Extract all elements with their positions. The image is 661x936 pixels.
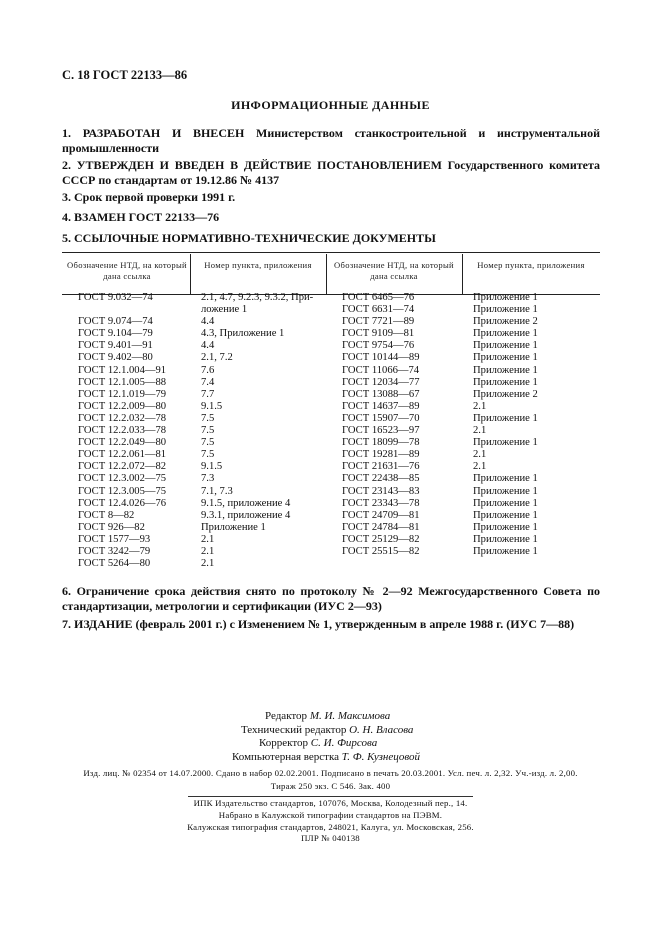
section-number: 3.	[62, 190, 71, 204]
section-text: (февраль 2001 г.) с Изменением № 1, утвержденным в апреле 1988 г. (ИУС 7—88)	[132, 617, 575, 631]
table-cell: ГОСТ 11066—74	[342, 364, 420, 376]
table-cell: ГОСТ 926—82	[78, 521, 145, 533]
credit-editor	[265, 710, 390, 724]
table-cell: ГОСТ 8—82	[78, 509, 135, 521]
table-cell: Приложение 1	[473, 412, 538, 424]
section-3	[62, 190, 600, 205]
table-cell: ГОСТ 7721—89	[342, 316, 415, 328]
section-number: 1.	[62, 126, 71, 140]
table-cell: 4.4	[201, 340, 215, 352]
credit-name: Т. Ф. Кузнецовой	[341, 750, 421, 763]
page-header: С. 18 ГОСТ 22133—86	[62, 68, 188, 82]
table-cell: Приложение 1	[201, 521, 266, 533]
table-cell: 7.5	[201, 412, 215, 424]
table-cell: Приложение 1	[473, 509, 538, 521]
column-right-refs	[473, 292, 538, 558]
column-left-refs	[201, 292, 313, 570]
table-cell: 2.1	[473, 425, 487, 437]
column-left-docs	[78, 292, 166, 570]
table-cell: ГОСТ 12.1.004—91	[78, 364, 167, 376]
table-cell: ГОСТ 22438—85	[342, 473, 420, 485]
column-right-docs	[342, 292, 420, 558]
table-cell: 4.3, Приложение 1	[201, 328, 285, 340]
table-col-divider	[462, 254, 463, 294]
imprint	[0, 767, 661, 793]
table-cell: ГОСТ 15907—70	[342, 412, 420, 424]
table-cell: Приложение 1	[473, 533, 538, 545]
section-4	[62, 210, 600, 225]
credit-role: Компьютерная верстка	[232, 750, 340, 763]
imprint-line: Тираж 250 экз. С 546. Зак. 400	[270, 781, 391, 791]
table-cell: Приложение 1	[473, 340, 538, 352]
table-cell: ГОСТ 9754—76	[342, 340, 415, 352]
reference-table	[62, 252, 600, 577]
section-bold: ИЗДАНИЕ	[74, 617, 133, 631]
credit-proofreader	[259, 737, 377, 751]
table-cell: 7.1, 7.3	[201, 485, 233, 497]
table-cell: 7.5	[201, 425, 215, 437]
publisher-line: ПЛР № 040138	[301, 833, 360, 844]
table-cell: 7.6	[201, 364, 215, 376]
section-number: 2.	[62, 158, 71, 172]
credit-name: С. И. Фирсова	[310, 737, 378, 750]
credit-role: Технический редактор	[241, 723, 347, 736]
credit-name: О. Н. Власова	[349, 723, 414, 736]
publisher-info	[0, 798, 661, 845]
table-cell: 2.1	[201, 533, 215, 545]
table-cell: 2.1	[473, 449, 487, 461]
credit-role: Редактор	[265, 710, 308, 722]
table-cell: ГОСТ 16523—97	[342, 425, 420, 437]
table-cell: ГОСТ 23143—83	[342, 485, 420, 497]
table-header-ref-right: Номер пункта, приложения	[477, 260, 585, 270]
table-cell: ГОСТ 6465—76	[342, 292, 415, 303]
credit-name: М. И. Максимова	[309, 710, 391, 722]
table-cell: 7.5	[201, 437, 215, 449]
section-6	[62, 584, 600, 613]
table-cell: ГОСТ 9.402—80	[78, 352, 153, 364]
section-bold: РАЗРАБОТАН И ВНЕСЕН	[82, 126, 245, 140]
table-cell: ГОСТ 21631—76	[342, 461, 420, 473]
table-cell: Приложение 2	[473, 316, 538, 328]
section-number: 5.	[62, 231, 71, 245]
table-cell: ГОСТ 13088—67	[342, 388, 420, 400]
section-7	[62, 617, 600, 632]
section-5	[62, 231, 600, 246]
table-cell: ГОСТ 12.2.009—80	[78, 400, 167, 412]
section-text: Срок первой проверки 1991 г.	[74, 190, 236, 204]
table-cell: 2.1, 7.2	[201, 352, 233, 364]
table-cell: ГОСТ 3242—79	[78, 545, 151, 557]
page-title: ИНФОРМАЦИОННЫЕ ДАННЫЕ	[231, 98, 430, 112]
table-cell: ГОСТ 1577—93	[78, 533, 151, 545]
table-cell: ГОСТ 23343—78	[342, 497, 420, 509]
section-text: Министерством станкостроительной и инструментальной промышленности	[62, 126, 601, 155]
table-cell: 9.1.5	[201, 400, 223, 412]
table-col-divider	[190, 254, 191, 294]
table-cell: ГОСТ 12.4.026—76	[78, 497, 167, 509]
table-cell: 7.4	[201, 376, 215, 388]
table-cell: ГОСТ 6631—74	[342, 304, 415, 316]
table-cell: ГОСТ 24784—81	[342, 521, 420, 533]
table-cell: 9.1.5, приложение 4	[201, 497, 291, 509]
table-cell: ГОСТ 25129—82	[342, 533, 420, 545]
section-text: Ограничение срока действия снято по протоколу № 2—92 Межгосударственного Совета по стандартизации, метрологии и сертификации (ИУС 2—93)	[62, 584, 600, 613]
publisher-line: Набрано в Калужской типографии стандартов на ПЭВМ.	[218, 809, 443, 820]
publisher-line: ИПК Издательство стандартов, 107076, Москва, Колодезный пер., 14.	[193, 798, 468, 808]
section-number: 6.	[62, 584, 71, 598]
section-2	[62, 158, 600, 187]
table-cell: ГОСТ 25515—82	[342, 545, 420, 557]
table-cell: ГОСТ 9.032—74	[78, 292, 153, 303]
table-cell: ГОСТ 12.1.019—79	[78, 388, 167, 400]
table-cell: ГОСТ 12.2.032—78	[78, 412, 167, 424]
table-cell: 2.1	[473, 400, 487, 412]
table-cell: ГОСТ 9.401—91	[78, 340, 153, 352]
table-cell: ГОСТ 24709—81	[342, 509, 420, 521]
publisher-line: Калужская типография стандартов, 248021, Калуга, ул. Московская, 256.	[187, 821, 474, 832]
table-cell: ложение 1	[201, 304, 248, 316]
table-cell: ГОСТ 10144—89	[342, 352, 420, 364]
table-cell: Приложение 1	[473, 364, 538, 376]
credit-role: Корректор	[259, 737, 309, 750]
table-cell: ГОСТ 12.1.005—88	[78, 376, 167, 388]
imprint-line: Изд. лиц. № 02354 от 14.07.2000. Сдано в набор 02.02.2001. Подписано в печать 20.03.2001. Усл. печ. л. 2,32. Уч.-изд. л. 2,00.	[83, 768, 578, 778]
table-col-divider	[326, 254, 327, 294]
table-cell	[78, 304, 166, 316]
table-cell: Приложение 1	[473, 352, 538, 364]
table-cell: Приложение 1	[473, 497, 538, 509]
section-1	[62, 126, 600, 155]
table-cell: Приложение 1	[473, 328, 538, 340]
section-number: 4.	[62, 210, 71, 224]
table-cell: 7.7	[201, 388, 215, 400]
table-cell: 4.4	[201, 316, 215, 328]
table-cell: 7.5	[201, 449, 215, 461]
table-rule-top	[62, 252, 600, 253]
table-cell: ГОСТ 5264—80	[78, 558, 151, 570]
table-cell: Приложение 1	[473, 473, 538, 485]
table-cell: 2.1, 4.7, 9.2.3, 9.3.2, При-	[201, 292, 314, 303]
section-number: 7.	[62, 617, 71, 631]
table-cell: ГОСТ 14637—89	[342, 400, 420, 412]
table-cell: ГОСТ 12.2.061—81	[78, 449, 167, 461]
credit-layout	[232, 751, 420, 765]
table-cell: ГОСТ 12.2.072—82	[78, 461, 167, 473]
table-header-doc-left: Обозначение НТД, на который дана ссылка	[67, 260, 187, 281]
table-cell: Приложение 1	[473, 485, 538, 497]
table-cell: Приложение 1	[473, 521, 538, 533]
table-cell: ГОСТ 18099—78	[342, 437, 420, 449]
table-cell: 2.1	[201, 558, 215, 570]
section-bold: ВЗАМЕН ГОСТ 22133—76	[74, 210, 220, 224]
table-header-doc-right: Обозначение НТД, на который дана ссылка	[334, 260, 454, 281]
table-cell: ГОСТ 12.3.002—75	[78, 473, 167, 485]
table-cell: ГОСТ 9.074—74	[78, 316, 153, 328]
table-cell: Приложение 1	[473, 304, 538, 316]
section-bold: УТВЕРЖДЕН И ВВЕДЕН В ДЕЙСТВИЕ ПОСТАНОВЛЕНИЕМ	[76, 158, 442, 172]
table-cell: Приложение 1	[473, 292, 538, 303]
section-text: Государственного комитета СССР по стандартам от 19.12.86 № 4137	[62, 158, 601, 187]
table-cell: 2.1	[473, 461, 487, 473]
credit-tech-editor	[241, 724, 413, 738]
table-cell: ГОСТ 12.2.049—80	[78, 437, 167, 449]
table-cell: Приложение 1	[473, 376, 538, 388]
divider	[188, 796, 473, 797]
table-cell: 9.1.5	[201, 461, 223, 473]
table-cell: ГОСТ 12.2.033—78	[78, 425, 167, 437]
table-cell: Приложение 2	[473, 388, 538, 400]
table-cell: 2.1	[201, 545, 215, 557]
table-cell: ГОСТ 19281—89	[342, 449, 420, 461]
table-cell: ГОСТ 12034—77	[342, 376, 420, 388]
table-cell: ГОСТ 9109—81	[342, 328, 415, 340]
table-cell: 7.3	[201, 473, 215, 485]
table-cell: ГОСТ 12.3.005—75	[78, 485, 167, 497]
table-cell: Приложение 1	[473, 545, 538, 557]
section-bold: ССЫЛОЧНЫЕ НОРМАТИВНО-ТЕХНИЧЕСКИЕ ДОКУМЕНТЫ	[74, 231, 436, 245]
table-cell: Приложение 1	[473, 437, 538, 449]
table-header-ref-left: Номер пункта, приложения	[204, 260, 312, 270]
table-cell: ГОСТ 9.104—79	[78, 328, 153, 340]
table-cell: 9.3.1, приложение 4	[201, 509, 291, 521]
